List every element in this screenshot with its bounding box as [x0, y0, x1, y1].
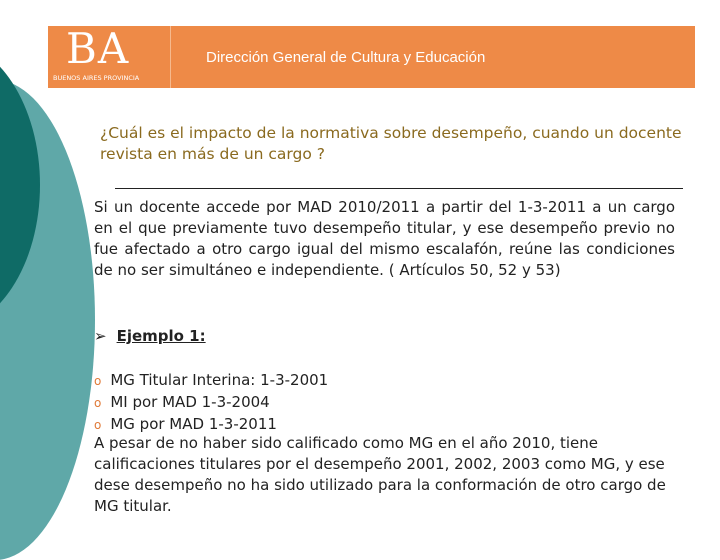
- list-item: [94, 392, 694, 414]
- header-banner: [48, 26, 695, 88]
- logo-subtitle: BUENOS AIRES PROVINCIA: [53, 74, 140, 82]
- banner-title: Dirección General de Cultura y Educación: [206, 49, 486, 66]
- slide-question: ¿Cuál es el impacto de la normativa sobre desempeño, cuando un docente revista en más de un cargo ?: [100, 124, 682, 163]
- arrow-bullet-icon: ➢: [94, 327, 107, 345]
- divider-line: [115, 188, 683, 189]
- list-item: [94, 370, 694, 392]
- closing-paragraph: A pesar de no haber sido calificado como MG en el año 2010, tiene calificaciones titulares por el desempeño 2001, 2002, 2003 como MG, y ese dese desempeño no ha sido utilizado para la conformación de otro cargo de MG titular.: [94, 434, 666, 515]
- example-label: Ejemplo 1:: [116, 327, 206, 345]
- circle-bullet-icon: o: [94, 396, 102, 410]
- logo-text: BA: [66, 24, 130, 73]
- body-paragraph: Si un docente accede por MAD 2010/2011 a partir del 1-3-2011 a un cargo en el que previamente tuvo desempeño titular, y ese desempeño previo no fue afectado a otro cargo igual del mismo escalafón, reúne las condiciones de no ser simultáneo e independiente. ( Artículos 50, 52 y 53): [94, 198, 675, 279]
- list-item-text: MG Titular Interina: 1-3-2001: [110, 371, 329, 389]
- example-list: [94, 370, 694, 436]
- list-item-text: MG por MAD 1-3-2011: [110, 415, 277, 433]
- example-heading: [94, 326, 206, 347]
- logo: [48, 26, 171, 88]
- circle-bullet-icon: o: [94, 418, 102, 432]
- list-item-text: MI por MAD 1-3-2004: [110, 393, 270, 411]
- circle-bullet-icon: o: [94, 374, 102, 388]
